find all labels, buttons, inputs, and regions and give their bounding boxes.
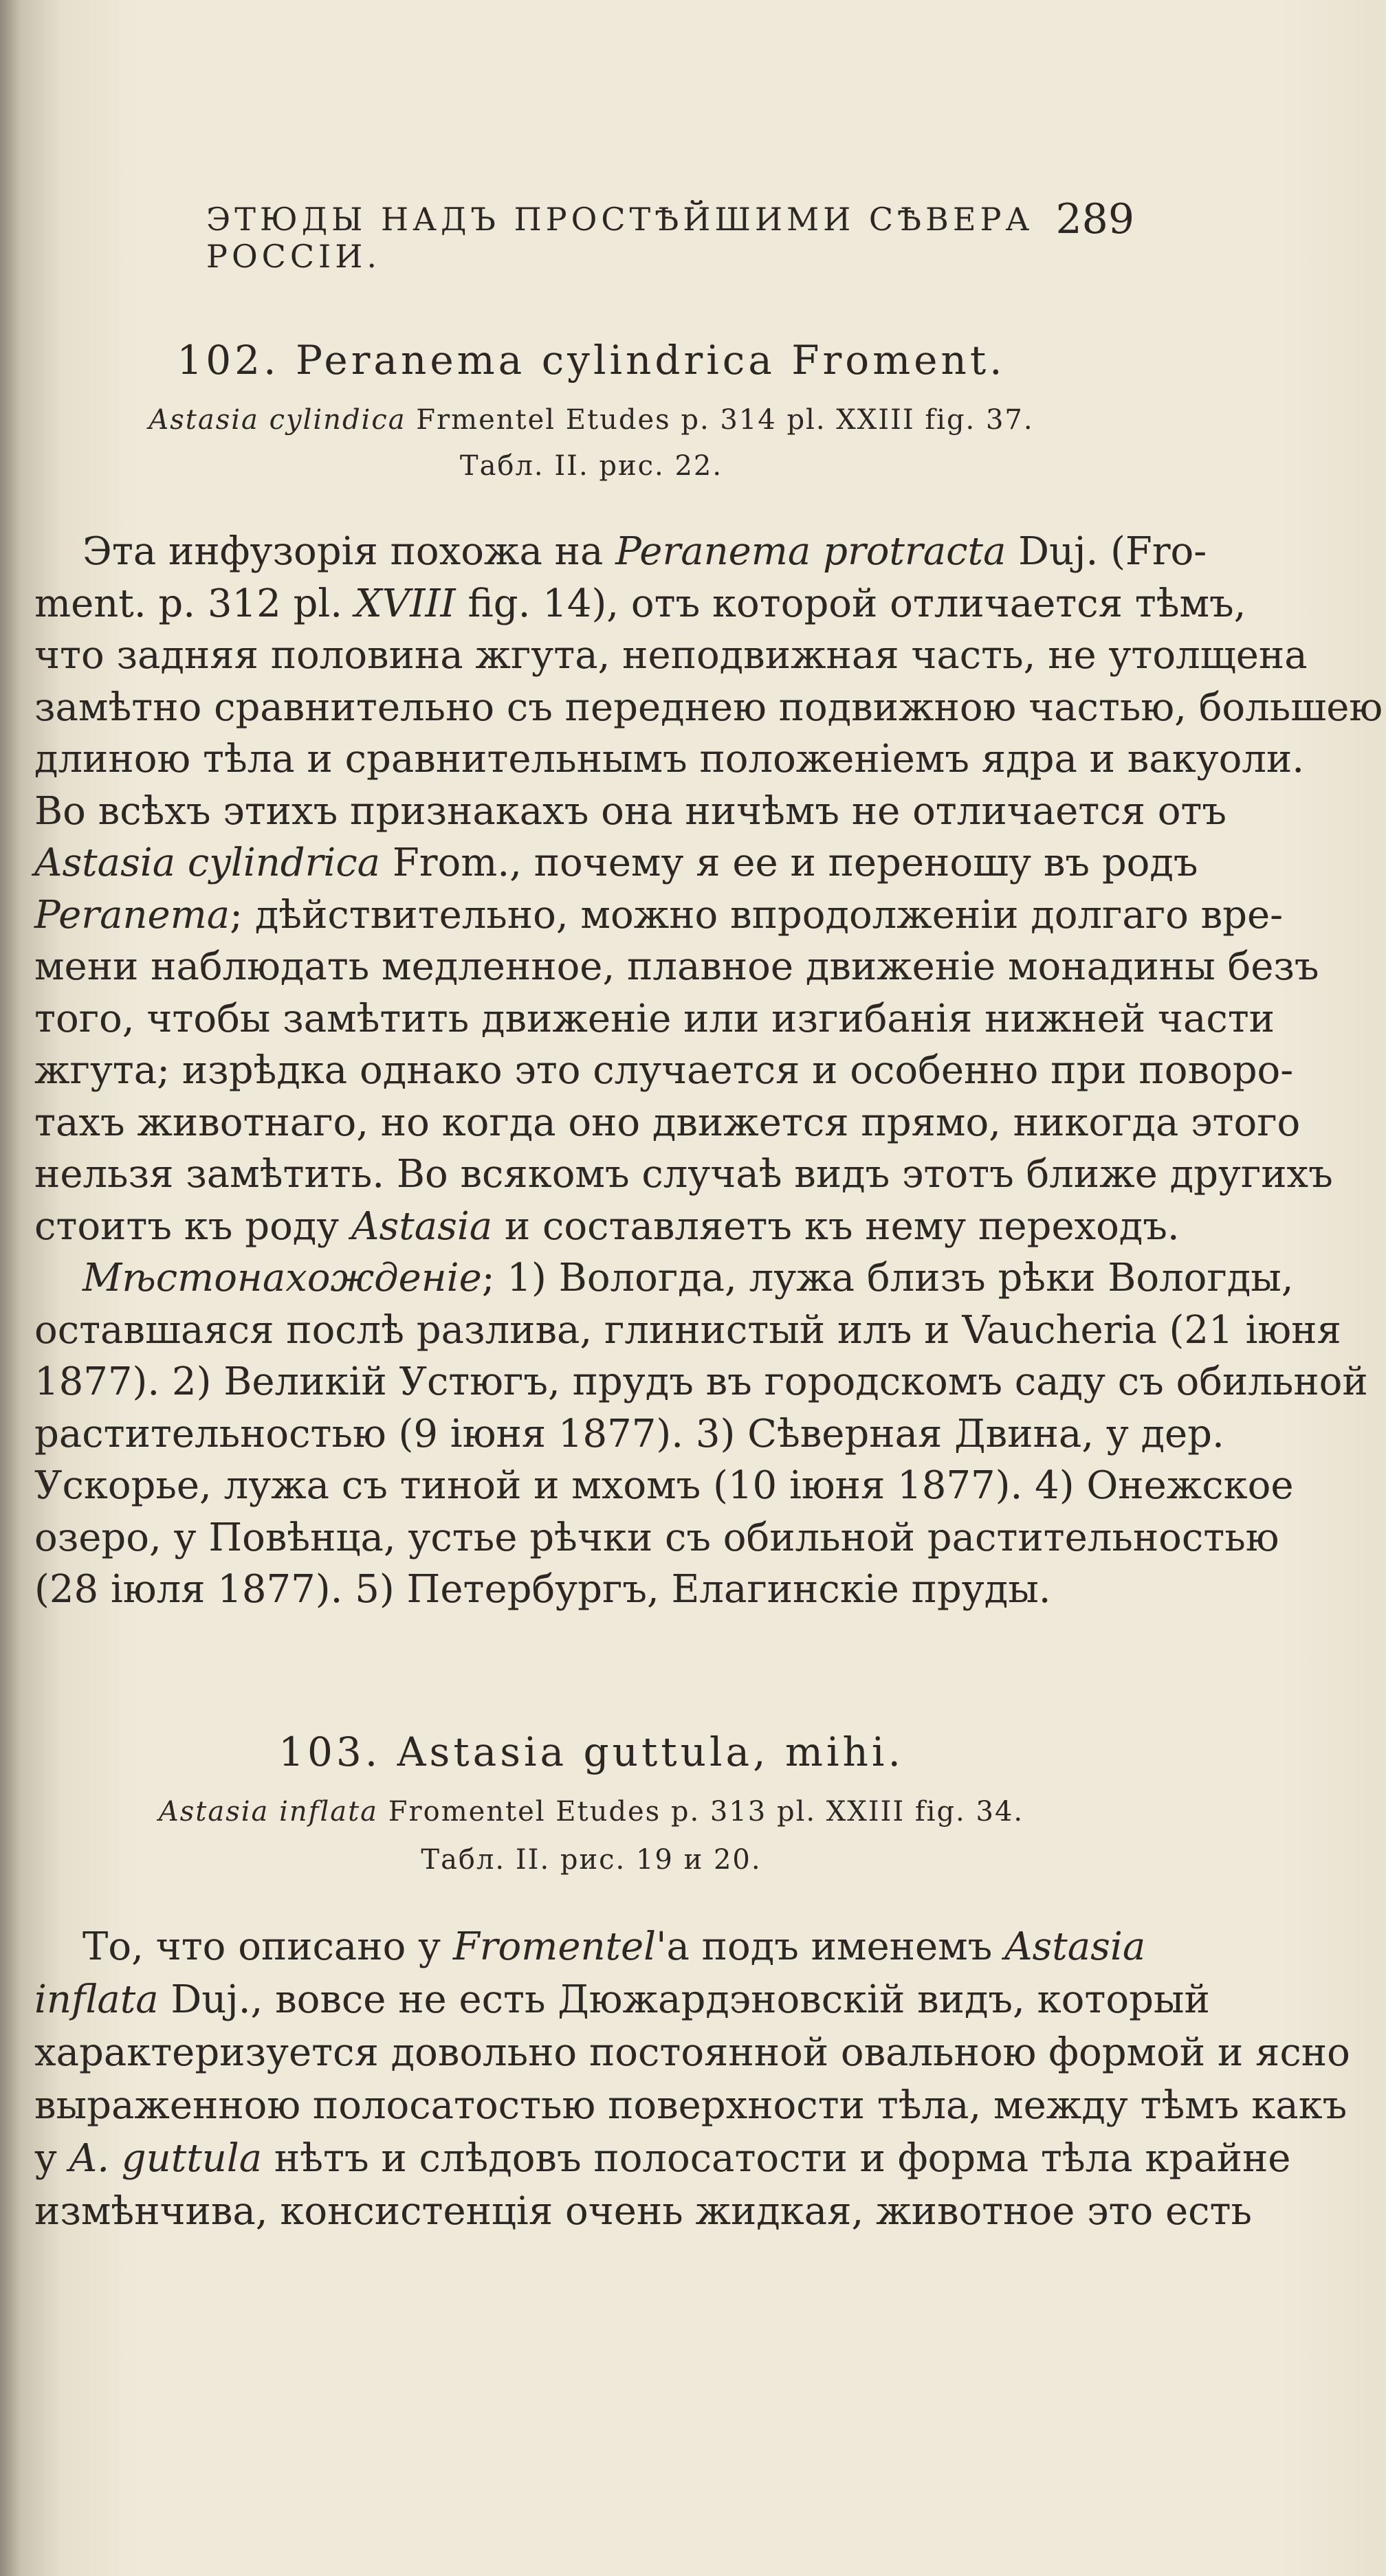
text-run: ; 1) Вологда, лужа близъ рѣки Вологды, <box>481 1256 1294 1300</box>
italic-term: XVIII <box>354 581 456 626</box>
text-run: нѣтъ и слѣдовъ полосатости и форма тѣла крайне <box>262 2136 1291 2181</box>
text-run: выраженною полосатостью поверхности тѣла, между тѣмъ какъ <box>34 2083 1348 2128</box>
text-line <box>34 841 1198 889</box>
text-line <box>34 2136 1291 2184</box>
text-run: Ускорье, лужа съ тиной и мхомъ (10 іюня 1877). 4) Онежское <box>34 1463 1294 1508</box>
text-line <box>34 2189 1252 2237</box>
text-line <box>34 737 1305 785</box>
text-run: тахъ животнаго, но когда оно движется прямо, никогда этого <box>34 1100 1301 1145</box>
text-run: Эта инфузорія похожа на <box>82 529 616 574</box>
section-102-synonym-rest: Frmentel Etudes p. 314 pl. XXIII fig. 37. <box>406 404 1034 436</box>
text-run: fig. 14), отъ которой отличается тѣмъ, <box>455 581 1246 626</box>
text-run: Duj. (Fro- <box>1006 529 1207 574</box>
text-run: у <box>34 2136 69 2181</box>
text-line <box>34 1924 1146 1973</box>
text-line <box>34 1048 1294 1096</box>
section-102-plate: Табл. II. рис. 22. <box>459 450 723 482</box>
text-line <box>34 996 1275 1045</box>
text-line <box>34 1256 1294 1304</box>
text-run: оставшаяся послѣ разлива, глинистый илъ и Vaucheria (21 іюня <box>34 1307 1341 1353</box>
text-line <box>34 1307 1341 1356</box>
section-103-synonym <box>41 1796 1141 1828</box>
text-run: То, что описано у <box>82 1924 453 1969</box>
italic-term: Astasia <box>1004 1924 1146 1969</box>
text-line <box>34 685 1383 733</box>
text-run: характеризуется довольно постоянной овальною формой и ясно <box>34 2030 1350 2075</box>
section-103-synonym-rest: Fromentel Etudes p. 313 pl. XXIII fig. 34. <box>378 1796 1024 1828</box>
text-run: Во всѣхъ этихъ признакахъ она ничѣмъ не отличается отъ <box>34 788 1227 834</box>
text-run: мени наблюдать медленное, плавное движеніе монадины безъ <box>34 944 1319 989</box>
text-line <box>34 1203 1180 1252</box>
text-run: и составляетъ къ нему переходъ. <box>492 1203 1180 1249</box>
text-line <box>34 788 1227 837</box>
text-run: From., почему я ее и переношу въ родъ <box>380 841 1198 885</box>
italic-term: Fromentel <box>452 1924 657 1969</box>
italic-term: A. guttula <box>69 2136 263 2181</box>
text-run: (28 іюля 1877). 5) Петербургъ, Елагинскіе пруды. <box>34 1567 1051 1612</box>
text-run: жгута; изрѣдка однако это случается и особенно при поворо- <box>34 1048 1294 1093</box>
text-line <box>34 1567 1131 1615</box>
section-102-synonym-italic: Astasia cylindica <box>148 404 406 436</box>
text-line <box>34 2083 1348 2131</box>
italic-term: inflata <box>34 1977 159 2022</box>
text-line <box>34 1977 1210 2025</box>
text-run: ment. p. 312 pl. <box>34 581 355 626</box>
section-103-title: 103. Astasia guttula, mihi. <box>278 1729 904 1775</box>
text-line <box>34 944 1319 992</box>
page-header <box>206 195 1134 275</box>
italic-term: Astasia <box>351 1203 493 1249</box>
italic-term: Peranema protracta <box>615 529 1006 574</box>
text-run: 1877). 2) Великій Устюгъ, прудъ въ городскомъ саду съ обильной <box>34 1359 1368 1404</box>
text-line <box>34 1100 1301 1148</box>
text-run: ; дѣйствительно, можно впродолженіи долгаго вре- <box>230 892 1284 937</box>
text-run: замѣтно сравнительно съ переднею подвижною частью, большею <box>34 685 1383 730</box>
text-run: Duj., вовсе не есть Дюжардэновскій видъ, который <box>158 1977 1210 2022</box>
text-run: измѣнчива, консистенція очень жидкая, животное это есть <box>34 2189 1252 2234</box>
text-run: стоитъ къ роду <box>34 1203 352 1249</box>
page-number: 289 <box>1055 195 1134 243</box>
text-line <box>34 1515 1279 1564</box>
text-line <box>34 581 1246 630</box>
text-run: нельзя замѣтить. Во всякомъ случаѣ видъ этотъ ближе другихъ <box>34 1152 1333 1197</box>
section-102-title: 102. Peranema cylindrica Froment. <box>177 337 1006 384</box>
text-line <box>34 529 1207 577</box>
text-run: что задняя половина жгута, неподвижная часть, не утолщена <box>34 633 1308 678</box>
text-run: растительностью (9 іюня 1877). 3) Сѣверная Двина, у дер. <box>34 1411 1224 1456</box>
italic-term: Мѣстонахожденіе <box>82 1256 482 1300</box>
text-run: длиною тѣла и сравнительнымъ положеніемъ ядра и вакуоли. <box>34 737 1305 781</box>
running-title: ЭТЮДЫ НАДЪ ПРОСТѢЙШИМИ СѢВЕРА РОССІИ. <box>206 201 1034 275</box>
text-run: того, чтобы замѣтить движеніе или изгибанія нижней части <box>34 996 1275 1041</box>
text-line <box>34 1463 1294 1511</box>
italic-term: Peranema <box>34 892 230 937</box>
text-line <box>34 1152 1333 1200</box>
italic-term: Astasia cylindrica <box>34 841 381 885</box>
text-line <box>34 633 1308 681</box>
text-run: 'а подъ именемъ <box>656 1924 1005 1969</box>
text-line <box>34 1411 1224 1460</box>
text-line <box>34 892 1284 941</box>
text-line <box>34 1359 1368 1408</box>
section-102-synonym <box>41 404 1141 436</box>
section-103-synonym-italic: Astasia inflata <box>158 1796 379 1828</box>
section-103-plate: Табл. II. рис. 19 и 20. <box>421 1844 762 1876</box>
text-line <box>34 2030 1350 2078</box>
text-run: озеро, у Повѣнца, устье рѣчки съ обильной растительностью <box>34 1515 1279 1560</box>
